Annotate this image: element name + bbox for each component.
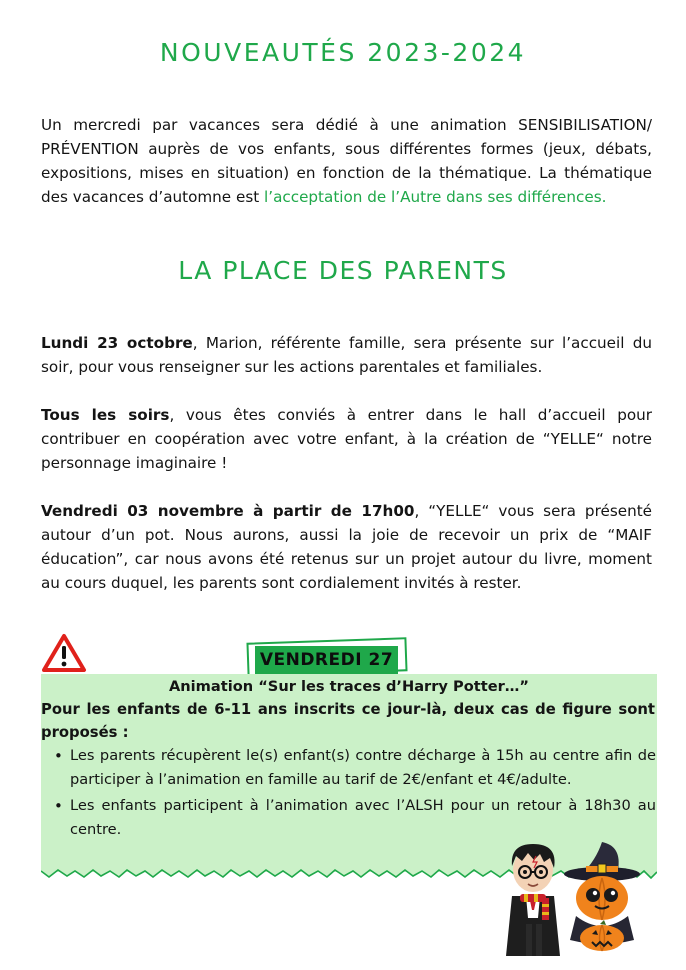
event-options-list bbox=[68, 744, 656, 842]
event-option-1: • Les parents récupèrent le(s) enfant(s) contre décharge à 15h au centre afin de participer à l’animation en famille au tarif de 2€/enfant et 4€/adulte. bbox=[68, 744, 656, 792]
paragraph-soirs-text: , vous êtes conviés à entrer dans le hall d’accueil pour contribuer en coopération avec votre enfant, à la création de “YELLE“ notre personnage imaginaire ! bbox=[41, 406, 653, 472]
paragraph-soirs-bold: Tous les soirs bbox=[41, 406, 170, 424]
nouveautes-paragraph bbox=[41, 113, 652, 209]
harry-potter-illustration bbox=[500, 838, 566, 958]
nouveautes-text: Un mercredi par vacances sera dédié à une animation SENSIBILISATION/ PRÉVENTION auprès de vos enfants, sous différentes formes (jeux, débats, expositions, mises en situation) en fonction de la thématique. La thématique des vacances d’automne est bbox=[41, 116, 652, 206]
title-place-des-parents: LA PLACE DES PARENTS bbox=[178, 256, 508, 285]
thematique-highlight: l’acceptation de l’Autre dans ses différences. bbox=[264, 188, 607, 206]
paragraph-lundi-bold: Lundi 23 octobre bbox=[41, 334, 193, 352]
paragraph-vendredi-bold: Vendredi 03 novembre à partir de 17h00 bbox=[41, 502, 415, 520]
warning-triangle-icon bbox=[41, 633, 87, 673]
paragraph-vendredi bbox=[41, 499, 652, 595]
paragraph-lundi-text: , Marion, référente famille, sera présente sur l’accueil du soir, pour vous renseigner sur les actions parentales et familiales. bbox=[41, 334, 652, 376]
event-date-tag: VENDREDI 27 bbox=[255, 646, 398, 674]
title-nouveautes: NOUVEAUTÉS 2023-2024 bbox=[159, 38, 527, 67]
paragraph-lundi bbox=[41, 331, 652, 379]
event-option-2: • Les enfants participent à l’animation avec l’ALSH pour un retour à 18h30 au centre. bbox=[68, 794, 656, 842]
paragraph-vendredi-text: , “YELLE“ vous sera présenté autour d’un pot. Nous aurons, aussi la joie de recevoir un prix de “MAIF éducation”, car nous avons été retenus sur un projet autour du livre, moment au cours duquel, les parents sont cordialement invités à rester. bbox=[41, 502, 653, 592]
event-intro: Pour les enfants de 6-11 ans inscrits ce jour-là, deux cas de figure sont proposés : bbox=[41, 701, 655, 741]
witch-pumpkin-illustration bbox=[562, 840, 648, 952]
paragraph-tous-les-soirs bbox=[41, 403, 652, 475]
event-title: Animation “Sur les traces d’Harry Potter…” bbox=[169, 678, 529, 695]
